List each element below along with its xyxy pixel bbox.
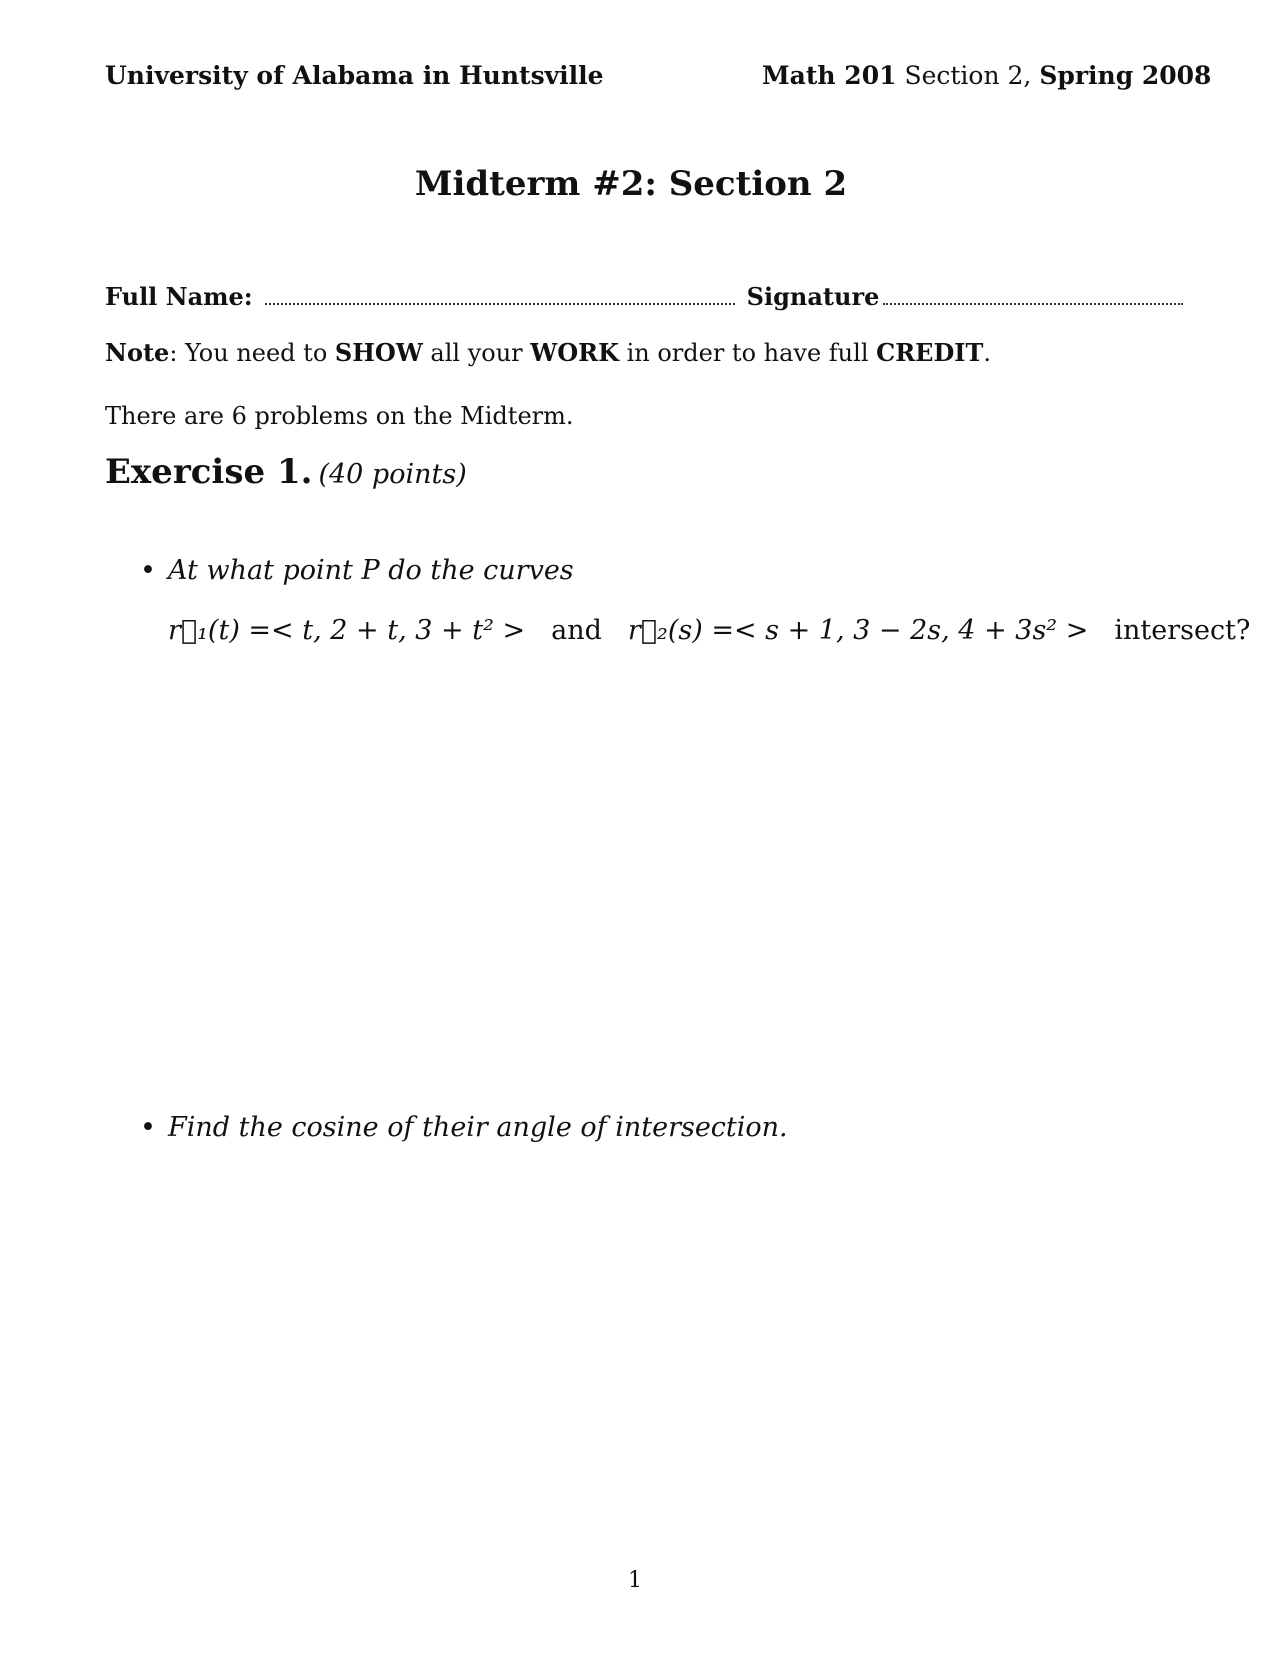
bullet-icon: • [140, 555, 156, 586]
question-1 [140, 555, 574, 586]
full-name-field [265, 285, 735, 305]
formula-and: and [551, 615, 602, 646]
note-text: in order to have full [618, 339, 877, 367]
course-code: Math 201 [762, 61, 897, 90]
full-name-label: Full Name: [105, 282, 253, 311]
curves-formula [168, 615, 1276, 646]
exercise-label: Exercise 1. [105, 452, 313, 492]
page-number: 1 [628, 1568, 642, 1593]
university-name: University of Alabama in Huntsville [105, 61, 604, 90]
question-1-text: At what point P do the curves [168, 555, 574, 586]
question-2-text: Find the cosine of their angle of intersection. [168, 1112, 788, 1143]
exercise-heading [105, 452, 467, 492]
course-term: Spring 2008 [1039, 61, 1212, 90]
credit-note [105, 338, 991, 367]
signature-label: Signature [746, 282, 880, 311]
course-section: Section 2, [896, 61, 1040, 90]
exam-title: Midterm #2: Section 2 [414, 164, 848, 204]
formula-end: intersect? [1114, 615, 1251, 646]
note-show: SHOW [334, 338, 423, 367]
curve-r1: r⃗₁(t) =< t, 2 + t, 3 + t² > [168, 615, 526, 646]
bullet-icon: • [140, 1112, 156, 1143]
exercise-points: (40 points) [318, 459, 467, 490]
note-text: : You need to [169, 339, 335, 367]
course-info [762, 60, 1211, 92]
note-text: all your [422, 339, 531, 367]
question-2 [140, 1112, 788, 1143]
signature-field [883, 285, 1183, 305]
curve-r2: r⃗₂(s) =< s + 1, 3 − 2s, 4 + 3s² > [627, 615, 1089, 646]
note-text: . [983, 339, 992, 367]
name-signature-line [105, 282, 1183, 311]
problem-count: There are 6 problems on the Midterm. [105, 402, 574, 430]
note-work: WORK [530, 338, 619, 367]
note-label: Note [105, 338, 170, 367]
note-credit: CREDIT [876, 338, 984, 367]
